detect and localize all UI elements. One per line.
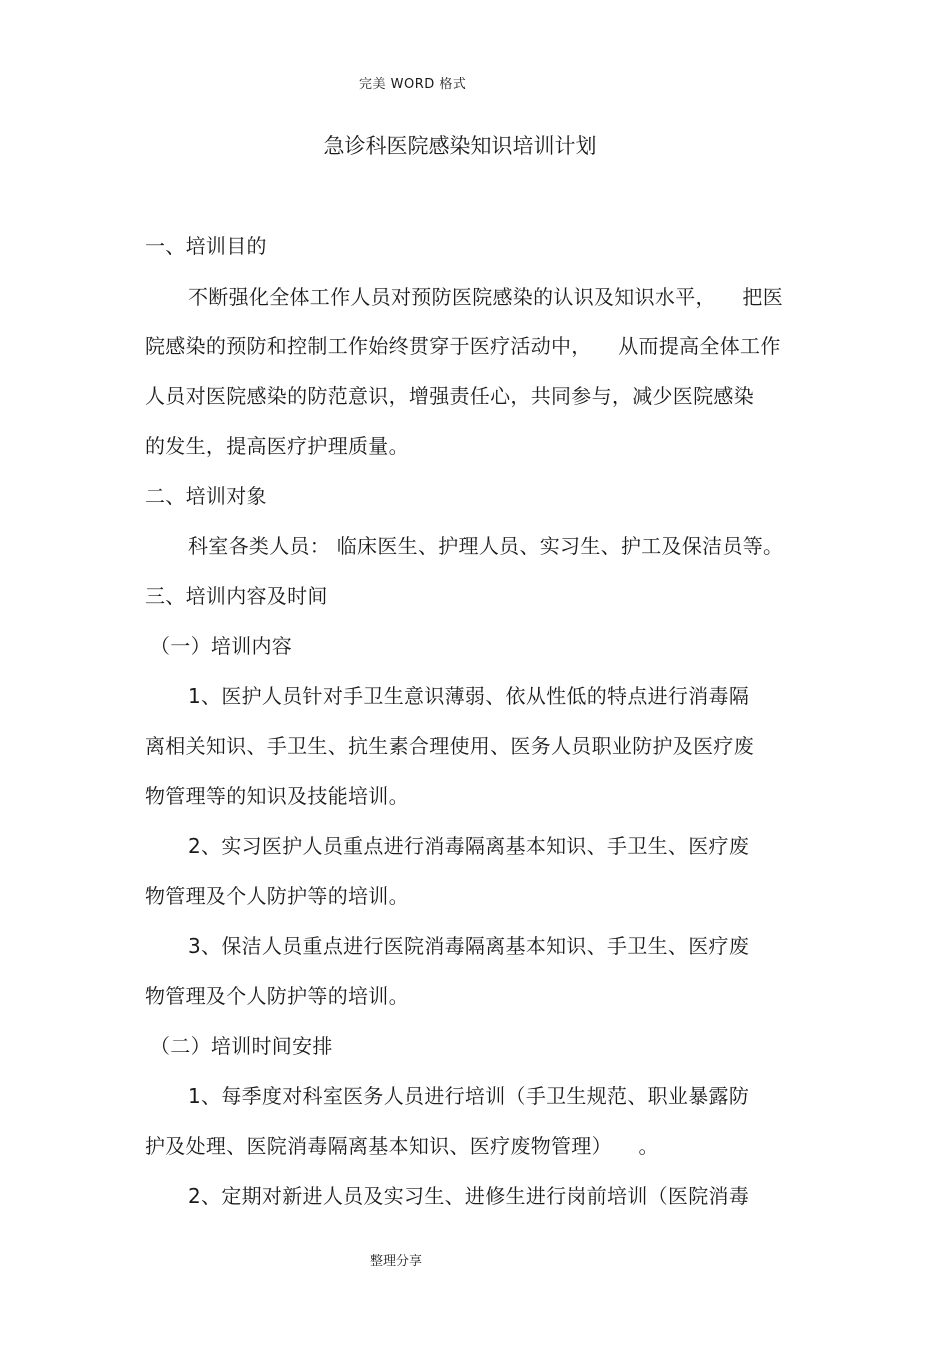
page-footer: 整理分享: [370, 1254, 423, 1269]
list-item-line: 护及处理、医院消毒隔离基本知识、医疗废物管理） 。: [145, 1134, 659, 1158]
subsection-heading-2: （二）培训时间安排: [150, 1034, 333, 1058]
paragraph-line: 科室各类人员： 临床医生、护理人员、实习生、护工及保洁员等。: [188, 534, 784, 558]
list-item-line: 1、每季度对科室医务人员进行培训（手卫生规范、职业暴露防: [188, 1084, 750, 1108]
list-item-line: 物管理及个人防护等的培训。: [145, 984, 409, 1008]
list-item-line: 1、医护人员针对手卫生意识薄弱、依从性低的特点进行消毒隔: [188, 684, 750, 708]
list-item-line: 2、定期对新进人员及实习生、进修生进行岗前培训（医院消毒: [188, 1184, 750, 1208]
list-item-line: 物管理及个人防护等的培训。: [145, 884, 409, 908]
paragraph-line: 院感染的预防和控制工作始终贯穿于医疗活动中， 从而提高全体工作: [145, 334, 781, 358]
list-item-line: 离相关知识、手卫生、抗生素合理使用、医务人员职业防护及医疗废: [145, 734, 754, 758]
list-item-line: 2、实习医护人员重点进行消毒隔离基本知识、手卫生、医疗废: [188, 834, 750, 858]
section-heading-2: 二、培训对象: [145, 484, 267, 508]
section-heading-1: 一、培训目的: [145, 234, 267, 258]
page-header: 完美 WORD 格式: [359, 77, 467, 92]
document-title: 急诊科医院感染知识培训计划: [323, 134, 597, 158]
subsection-heading-1: （一）培训内容: [150, 634, 293, 658]
section-heading-3: 三、培训内容及时间: [145, 584, 328, 608]
paragraph-line: 的发生，提高医疗护理质量。: [145, 434, 409, 458]
list-item-line: 3、保洁人员重点进行医院消毒隔离基本知识、手卫生、医疗废: [188, 934, 750, 958]
paragraph-line: 不断强化全体工作人员对预防医院感染的认识及知识水平， 把医: [188, 285, 784, 309]
paragraph-line: 人员对医院感染的防范意识，增强责任心，共同参与，减少医院感染: [145, 384, 754, 408]
list-item-line: 物管理等的知识及技能培训。: [145, 784, 409, 808]
